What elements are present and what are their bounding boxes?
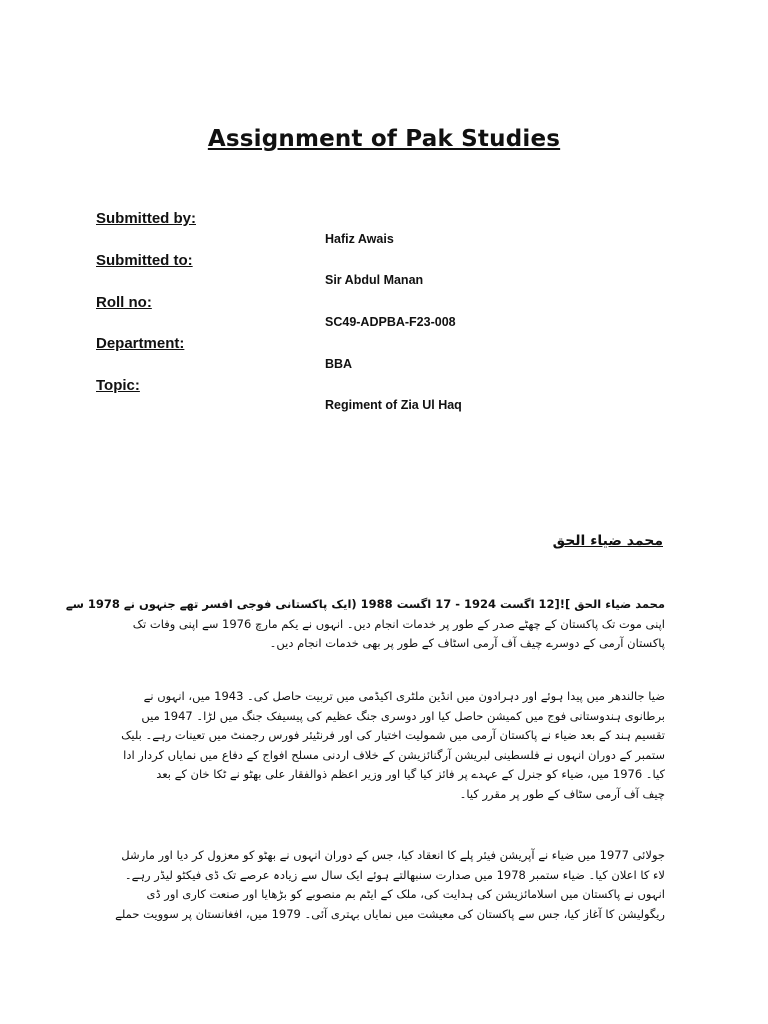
paragraph-line: ریگولیشن کا آغاز کیا، جس سے پاکستان کی معیشت میں نمایاں بہتری آئی۔ 1979 میں، افغانستان پر سوویت حملے — [115, 906, 665, 921]
page-title: Assignment of Pak Studies — [207, 126, 561, 152]
topic-value: Regiment of Zia Ul Haq — [325, 398, 462, 412]
paragraph-line: محمد ضیاء الحق ]![12 اگست 1924 - 17 اگست 1988 (ایک پاکستانی فوجی افسر تھے جنہوں نے 1978 سے — [65, 597, 665, 611]
paragraph-1 — [65, 595, 665, 654]
paragraph-line: کیا۔ 1976 میں، ضیاء کو جنرل کے عہدے پر فائز کیا گیا اور وزیر اعظم ذوالفقار علی بھٹو نے ٹکا خان کے بعد — [156, 767, 665, 781]
paragraph-line: تقسیم ہند کے بعد ضیاء نے پاکستان آرمی میں شمولیت اختیار کی اور فرنٹیئر فورس رجمنٹ میں تعینات رہے۔ بلیک — [121, 728, 665, 742]
topic-label: Topic: — [96, 377, 140, 394]
paragraph-line: لاء کا اعلان کیا۔ ضیاء ستمبر 1978 میں صدارت سنبھالتے ہوئے ایک سال سے زیادہ عرصے تک ڈی فیکٹو لیڈر رہے۔ — [124, 867, 665, 882]
department-value: BBA — [325, 357, 353, 371]
paragraph-line: ستمبر کے دوران انہوں نے فلسطینی لبریشن آرگنائزیشن کے خلاف اردنی مسلح افواج کے دفاع میں نمایاں کردار ادا — [123, 747, 665, 762]
submitted-to-value: Sir Abdul Manan — [325, 273, 424, 287]
paragraph-2 — [95, 687, 665, 804]
paragraph-line: انہوں نے پاکستان میں اسلامائزیشن کی ہدایت کی، ملک کے ایٹم بم منصوبے کو بڑھایا اور صنعت کاری اور ڈی — [146, 887, 665, 901]
submitted-by-value: Hafiz Awais — [325, 232, 394, 246]
paragraph-3 — [95, 846, 665, 924]
paragraph-line: برطانوی ہندوستانی فوج میں کمیشن حاصل کیا اور دوسری جنگ عظیم کی پیسیفک جنگ میں لڑا۔ 1947 میں — [141, 708, 665, 723]
paragraph-line: ضیا جالندھر میں پیدا ہوئے اور دہرادون میں انڈین ملٹری اکیڈمی میں تربیت حاصل کی۔ 1943 میں، انہوں نے — [143, 689, 665, 703]
paragraph-line: جولائی 1977 میں ضیاء نے آپریشن فیئر پلے کا انعقاد کیا، جس کے دوران انہوں نے بھٹو کو معزول کر دیا اور مارشل — [121, 848, 665, 862]
paragraph-line: اپنی موت تک پاکستان کے چھٹے صدر کے طور پر خدمات انجام دیں۔ انہوں نے یکم مارچ 1976 سے اپنی وفات تک — [132, 616, 665, 631]
submitted-by-label: Submitted by: — [96, 210, 196, 227]
paragraph-line: چیف آف آرمی سٹاف کے طور پر مقرر کیا۔ — [459, 786, 665, 801]
urdu-heading: محمد ضیاء الحق — [552, 533, 663, 549]
department-label: Department: — [96, 335, 185, 352]
paragraph-line: پاکستان آرمی کے دوسرے چیف آف آرمی اسٹاف کے طور پر بھی خدمات انجام دیں۔ — [269, 636, 665, 650]
roll-no-value: SC49-ADPBA-F23-008 — [325, 315, 456, 329]
roll-no-label: Roll no: — [96, 294, 152, 311]
submitted-to-label: Submitted to: — [96, 252, 193, 269]
